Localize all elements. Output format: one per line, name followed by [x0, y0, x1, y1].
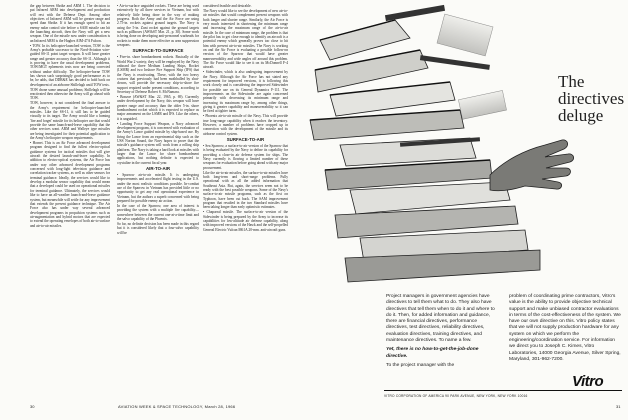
article-paragraph: • Sparrow air-to-air missile. It is undergoing improvements and accelerated flight testing in the U.S. under the most realistic conditions possible. In-combat use of the Sparrow in Vietnam has provided little or no opportunity to get any real operational experience in Vietnam, but the authors a superb concerned with being prepared for possible enemy air action.	[117, 172, 199, 203]
article-paragraph: • Sidewinder, which is also undergoing improvement by the Navy. Although the Air Force has not stated any requirement for improved versions, it is following this work closely and is considering the improved Sidewinder for possible use on its General Dynamics F-111. The improvements on the Sidewinder are again concerned primarily with decreasing its minimum range and increasing its maximum range by, among other things, giving it greater capability and maneuverability so it can be fired at tighter turns.	[203, 70, 288, 114]
article-paragraph: The Navy would like to see the development of new air-to-air missiles that would complement present weapons with both longer and shorter range. Similarly, the Air Force is very much interested in shortening the minimum range and increasing the maximum range of the air-to-air missile. In the case of minimum range, the problem is that the pilot has to get close enough to identify an aircraft is a potential enemy which generally proves too close to hit him with present air-to-air missiles. The Navy is working on and the Air Force is evaluating a possible follow-on version of the Sparrow that would have greater maneuverability and wide angles off around this problem. The Air Force would like to see it on its McDonnell F-4 aircraft.	[203, 8, 288, 70]
headline-line-2: directives	[558, 89, 625, 108]
ad-copy-left	[386, 294, 496, 372]
article-column-4	[292, 4, 373, 274]
article-paragraph: • Hornet. This is an Air Force advanced development program designed to find the fullest electro-optical guidance systems for tactical missiles that will give aircraft the desired launch-and-leave capability. In addition to electro-optical systems, the Air Force has under way other advanced development programs concerned with long-light television guidance and correlation tracker systems, as well as other sensors for terminal guidance. Ideally, the services would like to develop a modular sensor capability that would mean that a developed could be used on operational missiles for terminal guidance. Ultimately, the services would like to have an all-weather launch-and-leave guidance system, but meanwhile will settle for any improvement that extends the present guidance technique. The Air Force also has under way several advanced development programs in propulsion systems such as air-augmentation and hybrid motors that are expected to extend the operating envelopes of both air-to-surface and air-to-air missiles.	[30, 141, 110, 228]
article-paragraph: • TOW. In its helicopter-launched version, TOW is the Army's probable successor to the Nord-Aviation wire-guided SS-11 point target weapon. It will have greater range and greater accuracy than the SS-11. Although it is proving to have the usual development problems, TOW/MGT ephemeris tests now are being corrected without undue difficulty. The helicopter-borne TOW has shown such surprisingly good performance as to be, he adds, that DDR&E has decided to hold back on development of an airborne Shillelagh until TOW tests.	[30, 43, 110, 87]
page-number-left: 30	[30, 404, 35, 409]
section-heading-surface-to-surface: SURFACE-TO-SURFACE	[132, 48, 184, 54]
article-paragraph: Like the air-to-air missiles, the surface-to-air missiles have both long-term and short-range problems. Fully operational with as all the added information that Southeast Asia. But, again, the services seem not to be ready with the best possible weapons. Some of the Navy's surface-to-air missile programs, such as the first on Typhoon, have been cut back. The SAM improvement program that resulted in the two Standard missiles have been taking longer than early optimistic estimates.	[203, 170, 288, 210]
article-paragraph: • Phoenix air-to-air missile of the Navy. This will provide true long-range capability when it reaches the inventory. However, a number of problems have cropped up in connection with the development of the missile and its airborne control system.	[203, 114, 288, 136]
article-paragraph: TOW, however, is not considered the final answer to the Army's requirement for helicopter-launched missiles. Like the SS-11, it still has to be guided visually to its target. The Army would like a homing 'fire and forget' missile for its helicopter use that would provide the same launch-and-leave capability that the other services want. ARM and Walleye type missiles are being investigated for their potential application to the Army's helicopter weapon requirements.	[30, 101, 110, 141]
article-paragraph: In the case of the Sparrow, one area of interest is providing the system with a multiple fire capability—somewhere between the current one-at-a-time limit and the salvo capability of the Phoenix.	[117, 203, 199, 221]
section-heading-air-to-air: AIR-TO-AIR	[145, 166, 171, 172]
article-paragraph: • Air-to-surface unguided rockets. These are being used extensively by all three services in Vietnam, but with relatively little being done in the way of making progress. Both the Army and the Air Force are using 2.75-in. rockets against ground targets. The Navy is using the 5-in. Zuni rocket against the ground targets such as pillboxes (AW&ST Mar. 21, p. 30). Some work is being done on developing anti-personnel warheads for rockets to make them more effective as area suppression weapons.	[117, 4, 199, 48]
page-number-right: 31	[616, 404, 621, 409]
article-column-1	[30, 4, 110, 402]
article-paragraph: • Landing Force Support Weapon, a Navy advanced development program, it is concerned with evaluation of the Army's Lance guided missile by ship-based use. By firing the Lance from an experimental ship such as the USS Norton Sound, the Navy hopes to prove that the missile's guidance system will work from a rolling ship platform. The Navy is taking a hard look at missiles with larger than the Lance for shore bombardment applications, but nothing definite is expected to crystalize in the current fiscal year.	[117, 121, 199, 165]
divider	[384, 390, 622, 391]
vitro-logo: Vitro	[572, 373, 604, 390]
section-heading-surface-to-air: SURFACE-TO-AIR	[226, 137, 265, 143]
headline	[558, 73, 624, 124]
company-address: VITRO CORPORATION OF AMERICA 90 PARK AVENUE, NEW YORK, NEW YORK 10016	[384, 394, 528, 398]
article-column-2	[117, 4, 199, 402]
ad-paragraph: To the project manager with the	[386, 362, 455, 368]
article-paragraph: considered feasible and desirable.	[203, 4, 252, 8]
article-paragraph: • Five-in. shore bombardment rockets. Basically of the World War 2 variety, they will be employed by the Navy onboard the three Medium Landing Ships, Rocket (LSMR) and two Inshore Fire Support Ship (IFS) that the Navy is reactivating. These, with the two heavy cruisers that previously had been mothballed by shut-downs, will provide the necessary ship-to-shore fire support required under present conditions, according to Secretary of Defense Robert S. McNamara.	[117, 55, 199, 95]
article-paragraph: the gap between Shrike and ARM 1. The decision to put Infrared ARM into development and production will rest with the Defense Dept. Among other objectives of Infrared ARM will be greater range and speed than Shrike. If it has enough speed to hit an enemy radar control site before a SAM missile can hit the launching aircraft, then the Navy will get a new weapon. One of the missile now under consideration is an Infrared ARM is the Hughes AIM-47A Falcon.	[30, 4, 110, 43]
article-paragraph: • Bonzoe (AW&ST Mar. 22, 1965, p. 69). Currently under development by the Navy, this weapon will have greater range and accuracy than the older 5-in. shore bombardment rocket which it is expected to replace as major armament on the LSMR and IFS. Like the others, it is unguided.	[117, 94, 199, 121]
article-paragraph: TOW drone some unusual problems; Shillelagh will be reactivated then otherwise the Army will go ahead with TOW.	[30, 87, 110, 101]
ad-copy-right	[509, 294, 621, 363]
running-head: AVIATION WEEK & SPACE TECHNOLOGY, March 28, 1966	[118, 404, 236, 409]
article-paragraph: • Sea Sparrow, a surface-to-air version of the Sparrow that is being evaluated by the Navy to define its capability for providing a close-in air defense system for ships. The Navy currently is flowing a limited number of these weapons for evaluation before going ahead with any major procurement.	[203, 143, 288, 170]
ad-paragraph: Project managers in government agencies have directives to tell them what to do. They also have directives that tell them when to do it and where to do it. Then, for added information and guidance, there are financial directives, performance directives, test directives, reliability directives, evaluation directives, training directives, and maintenance directives. To name a few.	[386, 294, 495, 344]
article-paragraph: So far, no definite decision has been made in this regard but it is considered likely that a four-salvo capability will be	[117, 221, 199, 235]
article-paragraph: • Chaparral missile. The surface-to-air version of the Sidewinder is being prepared by the Army to increase its capabilities for low-altitude air defense capability, along with improved versions of the Hawk and the self-propelled General Electric Vulcan M61A 20-mm. anti-aircraft guns.	[203, 210, 288, 232]
ad-tagline: Yet, there is no how-to-get-the-job-done directive.	[386, 347, 479, 359]
article-column-3	[203, 4, 288, 402]
headline-line-3: deluge	[558, 106, 604, 125]
ad-paragraph: problem of coordinating prime contractors, Vitro's value is the ability to provide objective technical support and make unbiased contractor evaluations in terms of the cost-effectiveness of the system. We have our own directive on this. Vitro policy states that we will not supply production hardware for any system on which we perform the engineering/coordination service. For information we direct you to Joseph C. Kimes, Vitro Laboratories, 14000 Georgia Avenue, Silver Spring, Maryland, 301-962-7200.	[509, 294, 621, 362]
headline-line-1: The	[558, 72, 585, 91]
